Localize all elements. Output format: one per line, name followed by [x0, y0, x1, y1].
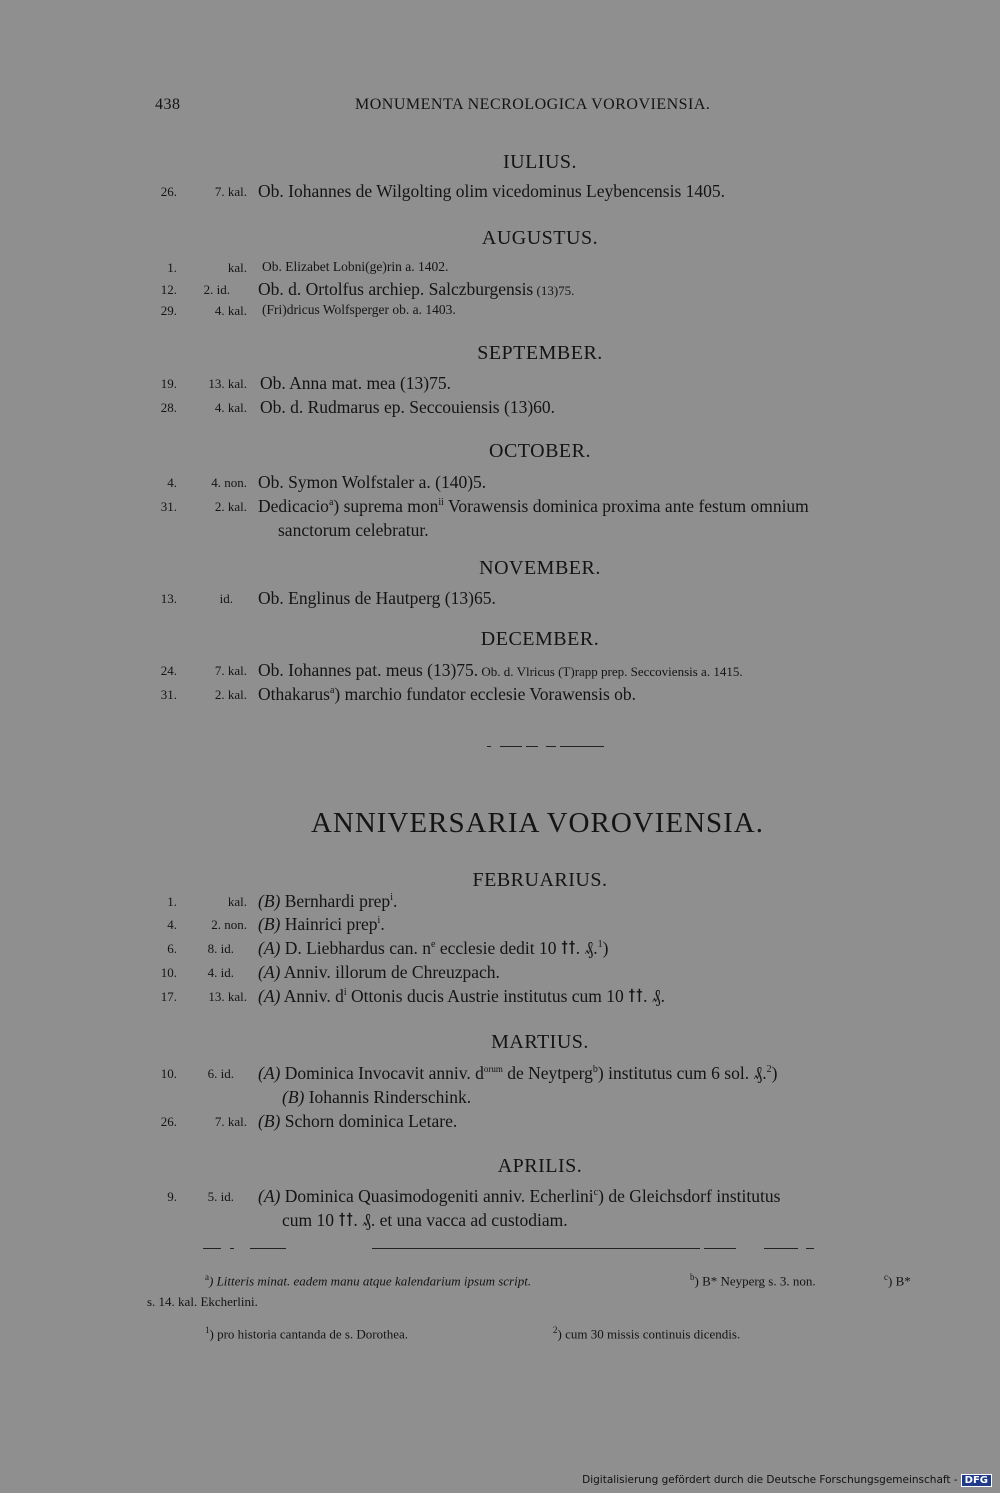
entry-row [0, 1111, 1000, 1133]
day-number: 6. [167, 941, 177, 956]
entry-row [0, 684, 1000, 706]
day-number: 13. [160, 591, 177, 606]
entry-text: (A) Dominica Invocavit anniv. $d^{orum}$ de Neytperg$^b$) institutus cum 6 sol. ₰.$^2$) [258, 1063, 778, 1083]
entry-text: (A) Anniv. illorum de Chreuzpach. [258, 962, 500, 982]
day-number: 12. [160, 282, 177, 297]
entry-row [0, 373, 1000, 395]
day-number: 28. [160, 400, 177, 415]
entry-row [0, 279, 1000, 301]
entry-row [0, 588, 1000, 610]
entry-row [0, 397, 1000, 419]
kalend-date: 7. kal. [214, 1114, 247, 1129]
entry-row [0, 181, 1000, 203]
dfg-logo: DFG [961, 1474, 992, 1487]
entry-text: (B) Schorn dominica Letare. [258, 1111, 458, 1131]
month-heading: SEPTEMBER. [477, 342, 603, 364]
entry-row [0, 257, 1000, 279]
footnote-b: $^b$) B* Neyperg s. 3. non. [690, 1272, 816, 1289]
day-number: 29. [160, 303, 177, 318]
entry-row [0, 496, 1000, 518]
entry-text: (A) D. Liebhardus can. $n^e$ ecclesie dedit 10 ꝉꝉ. ₰.$^1$) [258, 938, 609, 958]
day-number: 10. [160, 1066, 177, 1081]
entry-text: Ob. d. Ortolfus archiep. Salczburgensis (13)75. [258, 279, 575, 299]
entry-row [0, 660, 1000, 682]
entry-text: Ob. Symon Wolfstaler a. (140)5. [258, 472, 487, 492]
entry-text: Ob. Elizabet Lobni(ge)rin a. 1402. [262, 259, 449, 274]
kalend-date: 13. kal. [208, 376, 247, 391]
funding-text: Digitalisierung gefördert durch die Deutsche Forschungsgemeinschaft - [582, 1474, 958, 1486]
kalend-date: 2. non. [211, 917, 247, 932]
entry-text: Ob. Iohannes pat. meus (13)75. Ob. d. Vlricus (T)rapp prep. Seccoviensis a. 1415. [258, 660, 743, 680]
entry-continuation: cum 10 ꝉꝉ. ₰. et una vacca ad custodiam. [282, 1210, 568, 1230]
entry-text: Ob. Iohannes de Wilgolting olim vicedominus Leybencensis 1405. [258, 181, 726, 201]
kalend-date: 2. kal. [214, 687, 247, 702]
month-heading: AUGUSTUS. [481, 227, 599, 249]
kalend-date: id. [219, 591, 233, 606]
month-heading: DECEMBER. [480, 628, 600, 650]
day-number: 1. [167, 260, 177, 275]
entry-text: (A) Dominica Quasimodogeniti anniv. Echerlini$^c$) de Gleichsdorf institutus [258, 1186, 781, 1206]
entry-row [0, 472, 1000, 494]
kalend-date: 2. kal. [214, 499, 247, 514]
day-number: 10. [160, 965, 177, 980]
entry-continuation: (B) Iohannis Rinderschink. [282, 1087, 472, 1107]
kalend-date: 13. kal. [208, 989, 247, 1004]
entry-text: (B) Bernhardi prep$^i$. [258, 891, 398, 911]
day-number: 9. [167, 1189, 177, 1204]
kalend-date: 7. kal. [214, 663, 247, 678]
footnote-1: $^1$) pro historia cantanda de s. Dorothea. [205, 1325, 409, 1342]
day-number: 4. [167, 475, 177, 490]
footnote-c: $^c$) B* [884, 1272, 911, 1289]
kalend-date: kal. [227, 260, 247, 275]
day-number: 17. [160, 989, 177, 1004]
footnote-c-continuation: s. 14. kal. Ekcherlini. [147, 1294, 258, 1309]
entry-row [0, 938, 1000, 960]
day-number: 4. [167, 917, 177, 932]
month-heading: APRILIS. [497, 1155, 583, 1177]
entry-continuation: sanctorum celebratur. [278, 520, 429, 540]
entry-text: Ob. Englinus de Hautperg (13)65. [258, 588, 496, 608]
month-heading: OCTOBER. [489, 440, 591, 462]
kalend-date: 7. kal. [214, 184, 247, 199]
entry-row [0, 1063, 1000, 1085]
entry-row [0, 914, 1000, 936]
entry-row [0, 1186, 1000, 1208]
entry-text: (B) Hainrici prep$^i$. [258, 914, 385, 934]
month-heading: NOVEMBER. [479, 557, 601, 579]
entry-text: Ob. Anna mat. mea (13)75. [260, 373, 451, 393]
footnote-2: $^2$) cum 30 missis continuis dicendis. [553, 1325, 741, 1342]
kalend-date: 6. id. [207, 1066, 234, 1081]
entry-row [0, 891, 1000, 913]
entry-text: (A) Anniv. $d^i$ Ottonis ducis Austrie institutus cum 10 ꝉꝉ. ₰. [258, 986, 665, 1006]
month-heading: MARTIUS. [491, 1031, 589, 1053]
entry-row [0, 300, 1000, 322]
entry-row [0, 986, 1000, 1008]
day-number: 19. [160, 376, 177, 391]
kalend-date: 2. id. [203, 282, 230, 297]
funding-footer [582, 1474, 992, 1487]
section-title: ANNIVERSARIA VOROVIENSIA. [310, 807, 765, 839]
day-number: 31. [160, 499, 177, 514]
kalend-date: kal. [227, 894, 247, 909]
month-heading: FEBRUARIUS. [472, 869, 608, 891]
entry-text: (Fri)dricus Wolfsperger ob. a. 1403. [262, 302, 456, 317]
kalend-date: 8. id. [207, 941, 234, 956]
entry-row [0, 962, 1000, 984]
day-number: 31. [160, 687, 177, 702]
entry-text: Othakarus$^a$) marchio fundator ecclesie Vorawensis ob. [258, 684, 637, 704]
day-number: 1. [167, 894, 177, 909]
footnote-a: $^a$) Litteris minat. eadem manu atque kalendarium ipsum script. [205, 1272, 532, 1289]
kalend-date: 4. kal. [214, 400, 247, 415]
day-number: 24. [160, 663, 177, 678]
kalend-date: 4. kal. [214, 303, 247, 318]
kalend-date: 4. id. [207, 965, 234, 980]
running-title: MONUMENTA NECROLOGICA VOROVIENSIA. [355, 96, 711, 113]
month-heading: IULIUS. [502, 151, 578, 173]
entry-text: Ob. d. Rudmarus ep. Seccouiensis (13)60. [260, 397, 556, 417]
kalend-date: 5. id. [207, 1189, 234, 1204]
day-number: 26. [160, 184, 177, 199]
kalend-date: 4. non. [211, 475, 247, 490]
entry-text: Dedicacio$^a$) suprema mon$^{ii}$ Vorawensis dominica proxima ante festum omnium [258, 496, 809, 516]
page-number: 438 [155, 96, 181, 113]
day-number: 26. [160, 1114, 177, 1129]
